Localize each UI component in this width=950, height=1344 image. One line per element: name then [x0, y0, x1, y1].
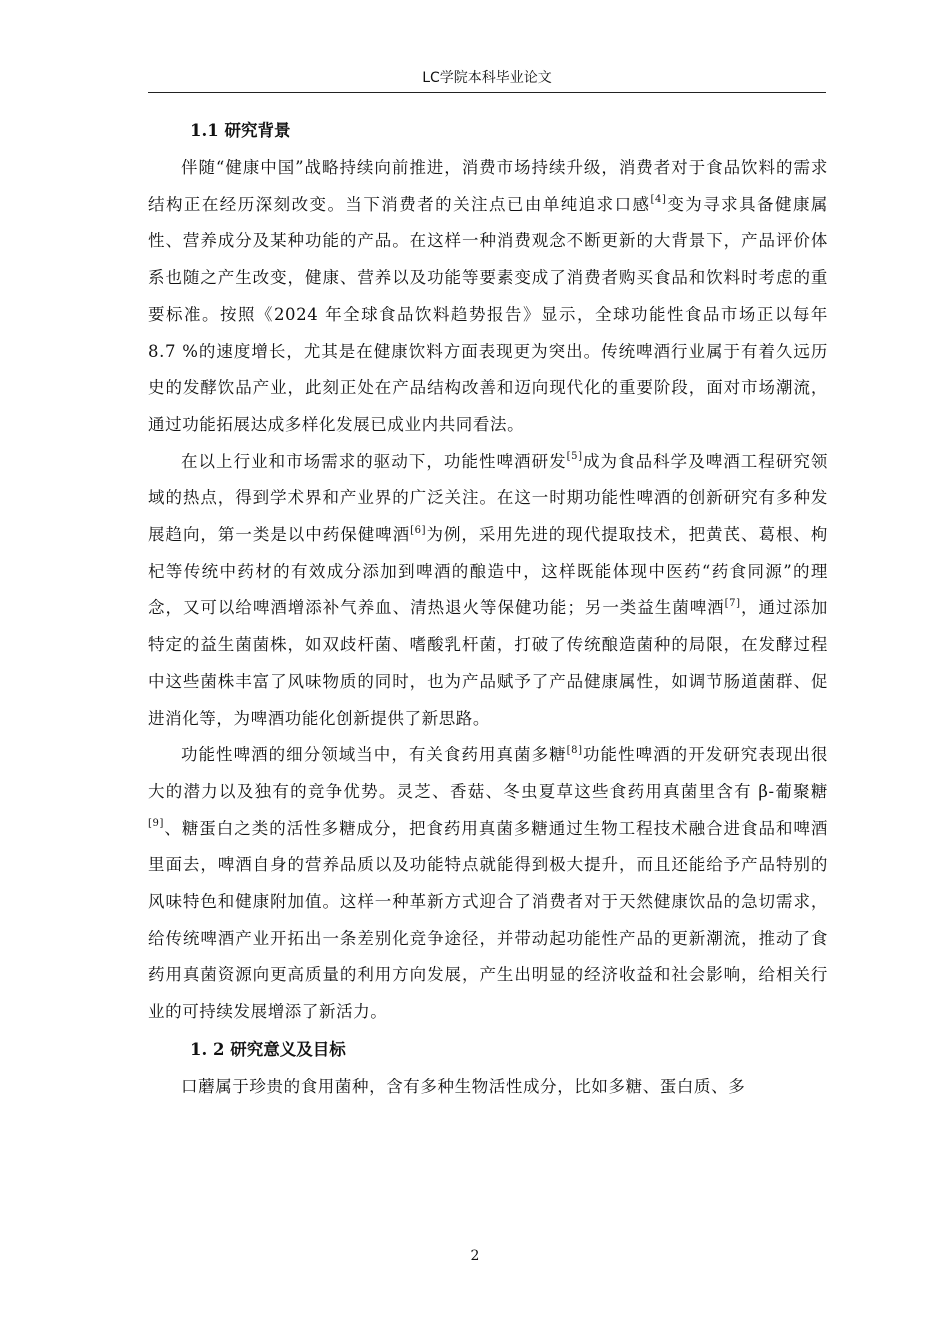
header-rule [148, 92, 826, 93]
citation-ref: [4] [650, 194, 667, 206]
paragraph-background-1 [148, 150, 828, 444]
section-heading-1-2: 1. 2 研究意义及目标 [190, 1039, 346, 1059]
text-run: 伴随“健康中国”战略持续向前推进，消费市场持续升级，消费者对于食品饮料的需求结构正在经历深刻改变。当下消费者的关注点已由单纯追求口感 [148, 158, 828, 214]
text-run: 在以上行业和市场需求的驱动下，功能性啤酒研发 [181, 451, 567, 471]
text-run: 成为食品科学及啤酒工程研究领域的热点，得到学术界和产业界的广泛关注。在这一时期功能性啤酒的创新研究有多种发展趋向，第一类是以中药保健啤酒 [148, 451, 828, 545]
text-run: 、糖蛋白之类的活性多糖成分，把食药用真菌多糖通过生物工程技术融合进食品和啤酒里面去，啤酒自身的营养品质以及功能特点就能得到极大提升，而且还能给予产品特别的风味特色和健康附加值。这样一种革新方式迎合了消费者对于天然健康饮品的急切需求，给传统啤酒产业开拓出一条差别化竞争途径，并带动起功能性产品的更新潮流，推动了食药用真菌资源向更高质量的利用方向发展，产生出明显的经济收益和社会影响，给相关行业的可持续发展增添了新活力。 [148, 818, 828, 1022]
paragraph-background-2 [148, 444, 828, 738]
running-header: LC学院本科毕业论文 [422, 70, 552, 86]
citation-ref: [9] [148, 818, 164, 830]
text-run: ，通过添加特定的益生菌菌株，如双歧杆菌、嗜酸乳杆菌，打破了传统酿造菌种的局限，在发酵过程中这些菌株丰富了风味物质的同时，也为产品赋予了产品健康属性，如调节肠道菌群、促进消化等，为啤酒功能化创新提供了新思路。 [148, 598, 828, 728]
page-number: 2 [470, 1248, 480, 1264]
text-run: 为例，采用先进的现代提取技术，把黄芪、葛根、枸杞等传统中药材的有效成分添加到啤酒的酿造中，这样既能体现中医药“药食同源”的理念，又可以给啤酒增添补气养血、清热退火等保健功能；另一类益生菌啤酒 [148, 525, 828, 618]
citation-ref: [5] [566, 451, 583, 463]
citation-ref: [6] [410, 524, 427, 536]
citation-ref: [7] [724, 597, 741, 609]
section-heading-1-1: 1.1 研究背景 [190, 121, 291, 140]
paragraph-background-3 [148, 737, 828, 1031]
text-run: 变为寻求具备健康属性、营养成分及某种功能的产品。在这样一种消费观念不断更新的大背景下，产品评价体系也随之产生改变，健康、营养以及功能等要素变成了消费者购买食品和饮料时考虑的重要标准。按照《2024 年全球食品饮料趋势报告》显示，全球功能性食品市场正以每年 8.7 %的速度增长，尤其是在健康饮料方面表现更为突出。传统啤酒行业属于有着久远历史的发酵饮品产业，此刻正处在产品结构改善和迈向现代化的重要阶段，面对市场潮流，通过功能拓展达成多样化发展已成业内共同看法。 [148, 194, 828, 434]
text-run: 功能性啤酒的细分领域当中，有关食药用真菌多糖 [181, 745, 567, 765]
text-run: 功能性啤酒的开发研究表现出很大的潜力以及独有的竞争优势。灵芝、香菇、冬虫夏草这些食药用真菌里含有 β-葡聚糖 [148, 745, 828, 801]
page-body [148, 112, 828, 1106]
citation-ref: [8] [566, 744, 583, 756]
paragraph-significance-1: 口蘑属于珍贵的食用菌种，含有多种生物活性成分，比如多糖、蛋白质、多 [181, 1076, 746, 1096]
